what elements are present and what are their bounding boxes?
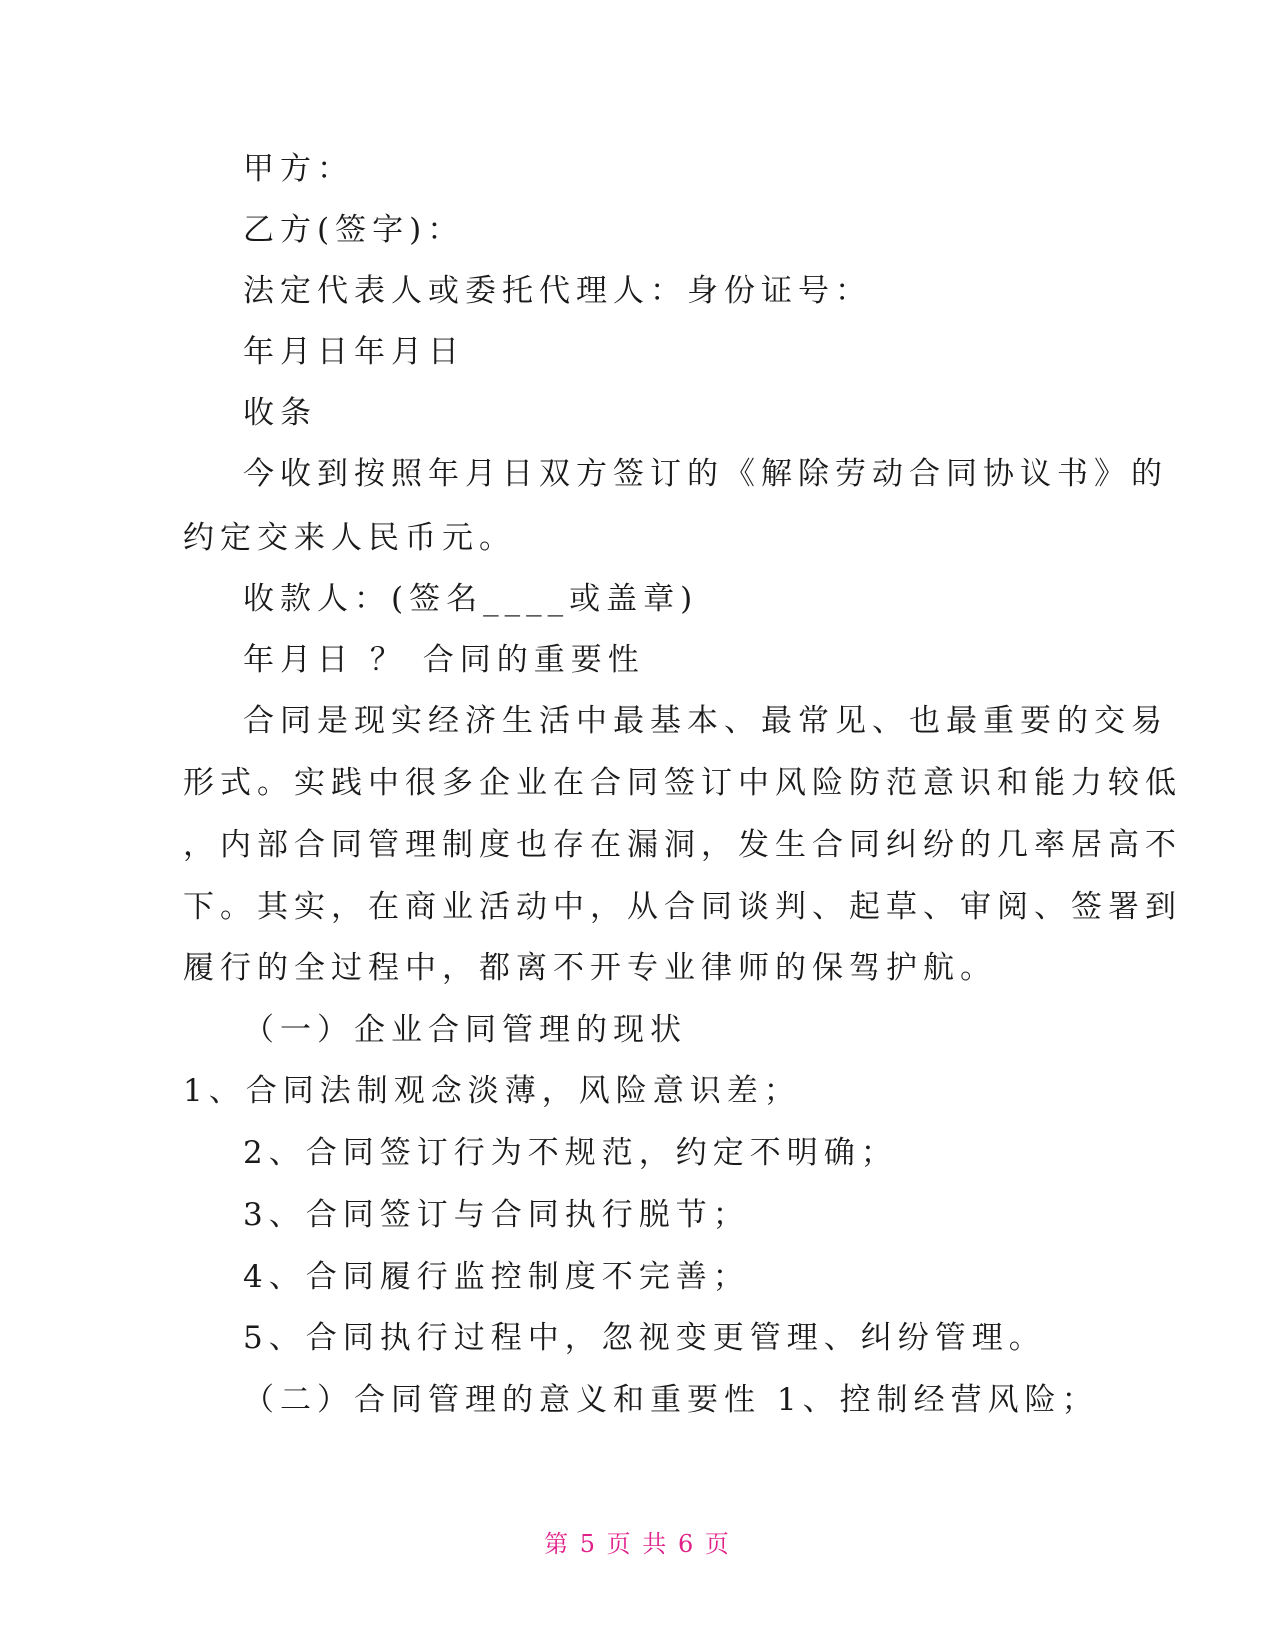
paragraph-line-1: 合同是现实经济生活中最基本、最常见、也最重要的交易	[243, 703, 1168, 739]
subsection-heading-1: （一）企业合同管理的现状	[243, 1012, 687, 1048]
party-b-line: 乙方(签字)：	[243, 212, 465, 248]
date-line: 年月日年月日	[243, 334, 465, 370]
list-item-2: 2、合同签订行为不规范，约定不明确；	[243, 1135, 898, 1171]
paragraph-line-4: 下。其实，在商业活动中，从合同谈判、起草、审阅、签署到	[183, 889, 1182, 925]
receipt-body-line-1: 今收到按照年月日双方签订的《解除劳动合同协议书》的	[243, 456, 1168, 492]
page-number-footer: 第 5 页 共 6 页	[544, 1530, 731, 1558]
paragraph-line-3: ，内部合同管理制度也存在漏洞，发生合同纠纷的几率居高不	[183, 827, 1182, 863]
receipt-body-line-2: 约定交来人民币元。	[183, 520, 516, 556]
paragraph-line-5: 履行的全过程中，都离不开专业律师的保驾护航。	[183, 950, 997, 986]
subsection-heading-2: （二）合同管理的意义和重要性 1、控制经营风险；	[243, 1382, 1099, 1418]
list-item-5: 5、合同执行过程中，忽视变更管理、纠纷管理。	[243, 1320, 1046, 1356]
paragraph-line-2: 形式。实践中很多企业在合同签订中风险防范意识和能力较低	[183, 765, 1182, 801]
list-item-1: 1、合同法制观念淡薄，风险意识差；	[183, 1073, 801, 1109]
section-heading-importance: 年月日 ？ 合同的重要性	[243, 642, 645, 678]
party-a-line: 甲方：	[243, 151, 354, 187]
representative-line: 法定代表人或委托代理人：身份证号：	[243, 273, 872, 309]
list-item-3: 3、合同签订与合同执行脱节；	[243, 1197, 750, 1233]
receipt-title: 收条	[243, 395, 317, 431]
list-item-4: 4、合同履行监控制度不完善；	[243, 1259, 750, 1295]
payee-line: 收款人：(签名____或盖章)	[243, 581, 699, 617]
